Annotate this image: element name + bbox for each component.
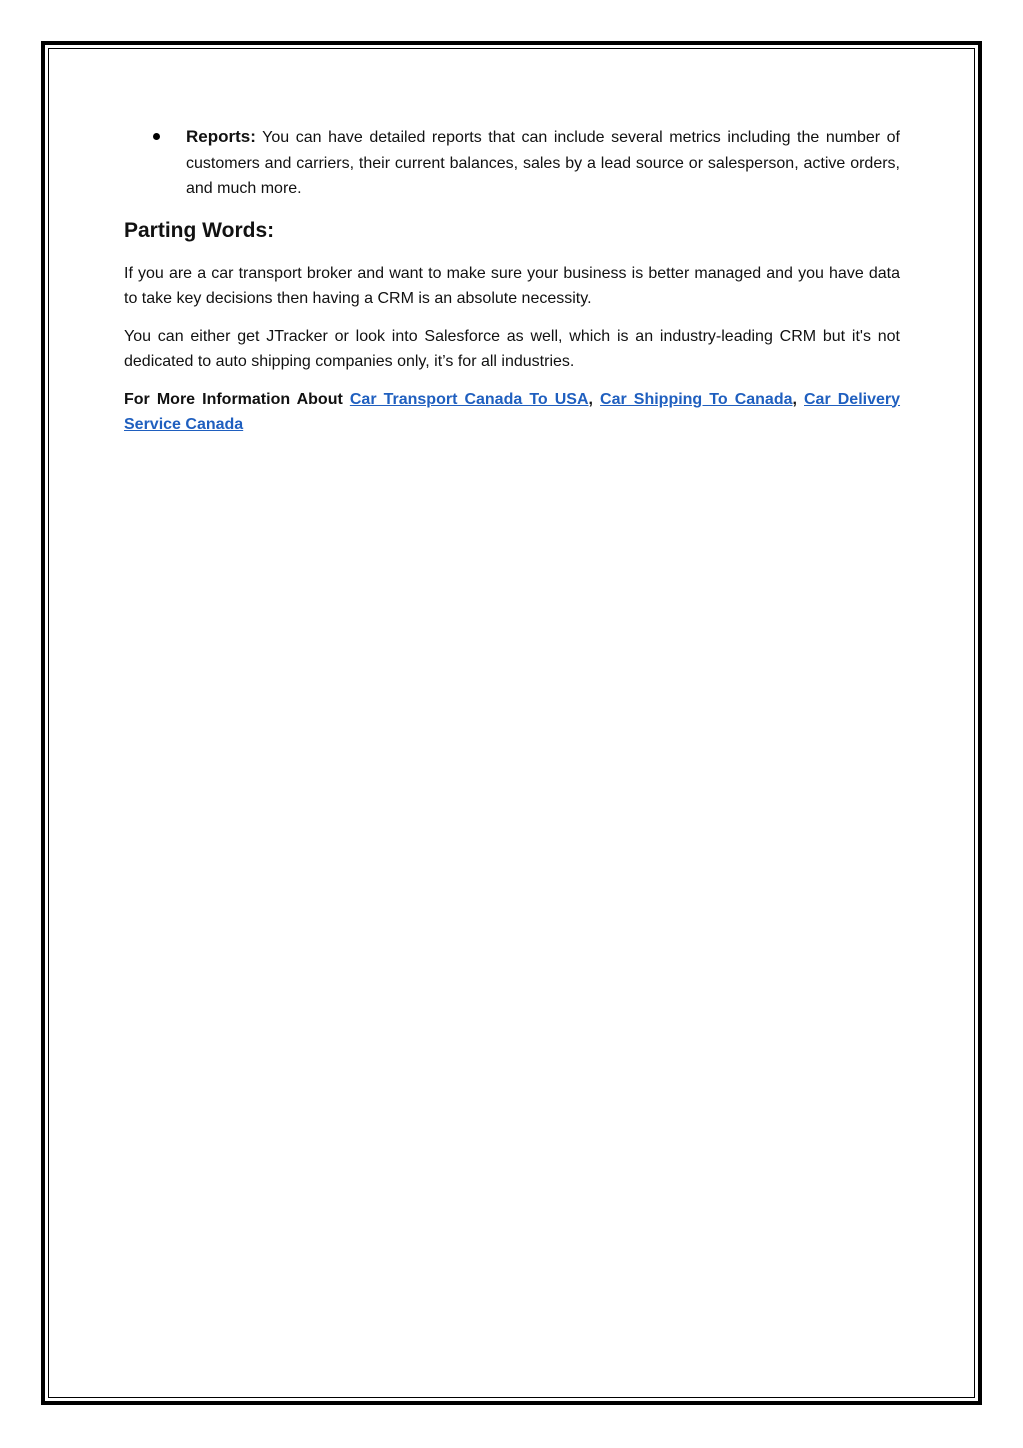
more-information-line — [124, 387, 900, 438]
reports-bullet-item — [124, 124, 900, 202]
parting-words-paragraph-1: If you are a car transport broker and want to make sure your business is better managed and you have data to take key decisions then having a CRM is an absolute necessity. — [124, 264, 900, 307]
bullet-dot-icon — [153, 133, 160, 140]
link-car-delivery-service-canada[interactable]: Car Delivery Service Canada — [124, 390, 901, 433]
link-car-transport-canada-to-usa[interactable]: Car Transport Canada To USA — [349, 390, 589, 408]
reports-text: You can have detailed reports that can include several metrics including the number of customers and carriers, their current balances, sales by a lead source or salesperson, active orders, and much more. — [186, 129, 900, 197]
more-info-lead: For More Information About — [124, 390, 350, 408]
document-content — [124, 124, 900, 438]
parting-words-paragraph-2: You can either get JTracker or look into Salesforce as well, which is an industry-leading CRM but it's not dedicated to auto shipping companies only, it’s for all industries. — [124, 327, 900, 370]
link-separator: , — [792, 390, 804, 408]
parting-words-heading: Parting Words: — [124, 218, 275, 242]
link-separator: , — [588, 390, 601, 408]
link-car-shipping-to-canada[interactable]: Car Shipping To Canada — [600, 390, 793, 408]
reports-term: Reports: — [186, 127, 256, 146]
